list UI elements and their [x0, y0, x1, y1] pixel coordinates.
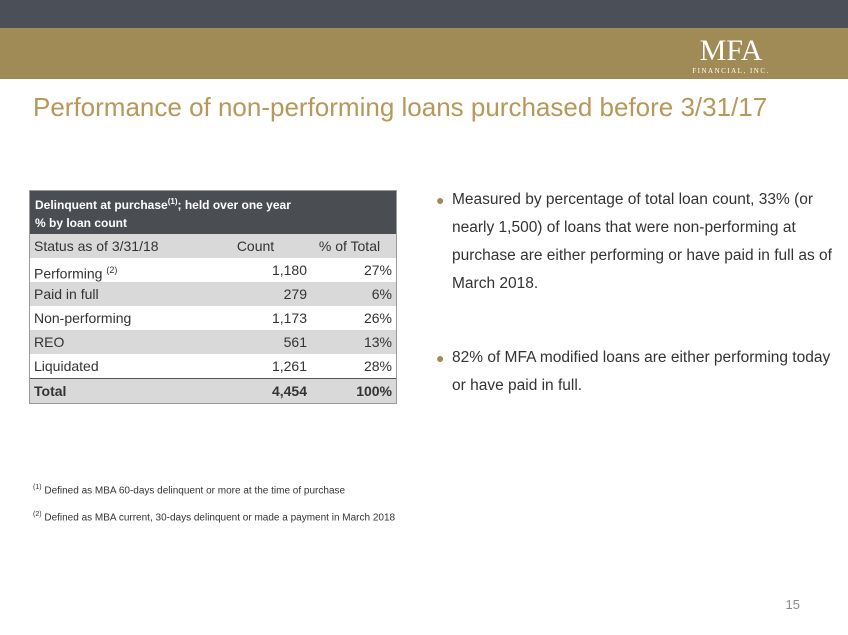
table-column-headers: [30, 234, 396, 258]
row-status: Paid in full: [34, 286, 99, 302]
row-pct: 6%: [371, 286, 392, 302]
mfa-logo: [686, 36, 776, 76]
column-header-count: Count: [236, 238, 275, 254]
row-pct: 27%: [363, 262, 392, 278]
table-total-row: [30, 378, 396, 403]
table-row: [30, 330, 396, 354]
table-header-line-2: % by loan count: [35, 216, 128, 230]
footnotes: [33, 481, 633, 536]
row-count: 1,173: [271, 310, 307, 326]
logo-sub-text: FINANCIAL, INC.: [692, 67, 770, 75]
total-pct: 100%: [356, 383, 392, 399]
bullet-list: [436, 186, 836, 400]
row-count: 1,180: [271, 262, 307, 278]
logo-main-text: MFA: [699, 34, 763, 67]
column-header-pct: % of Total: [318, 238, 381, 254]
table-row: [30, 282, 396, 306]
bullet-text: Measured by percentage of total loan count, 33% (or nearly 1,500) of loans that were non-performing at purchase are either performing or have paid in full as of March 2018.: [452, 191, 832, 292]
page-number: 15: [785, 597, 800, 612]
table-row: [30, 354, 396, 378]
bullet-dot-icon: ●: [436, 192, 445, 208]
table-row: [30, 258, 396, 282]
bullet-item: [436, 344, 836, 400]
row-count: 561: [283, 334, 307, 350]
page-title: Performance of non-performing loans purchased before 3/31/17: [33, 92, 768, 122]
total-count: 4,454: [271, 383, 307, 399]
column-header-status: Status as of 3/31/18: [34, 238, 159, 254]
row-status: Non-performing: [34, 310, 132, 326]
row-count: 1,261: [271, 358, 307, 374]
bullet-item: [436, 186, 836, 298]
table-header: [30, 191, 396, 234]
bullet-dot-icon: ●: [436, 350, 445, 366]
row-pct: 26%: [363, 310, 392, 326]
table-header-line-1: Delinquent at purchase$^{(1)}$; held over one year: [35, 197, 291, 212]
loan-status-table: [29, 190, 397, 404]
row-status: REO: [34, 334, 65, 350]
row-status: Performing $^{(2)}$: [34, 265, 118, 282]
row-pct: 28%: [363, 358, 392, 374]
row-pct: 13%: [363, 334, 392, 350]
bullet-text: 82% of MFA modified loans are either performing today or have paid in full.: [452, 349, 831, 394]
footnote-2: $^{(2)}$ Defined as MBA current, 30-days delinquent or made a payment in March 2018: [33, 511, 396, 524]
row-status: Liquidated: [34, 358, 99, 374]
top-bar: [0, 0, 848, 28]
total-label: Total: [34, 383, 67, 399]
footnote-ref-1: (1): [167, 197, 178, 206]
table-row: [30, 306, 396, 330]
footnote-ref-2: (2): [106, 265, 118, 275]
footnote-1: $^{(1)}$ Defined as MBA 60-days delinquent or more at the time of purchase: [33, 484, 346, 497]
row-count: 279: [283, 286, 307, 302]
